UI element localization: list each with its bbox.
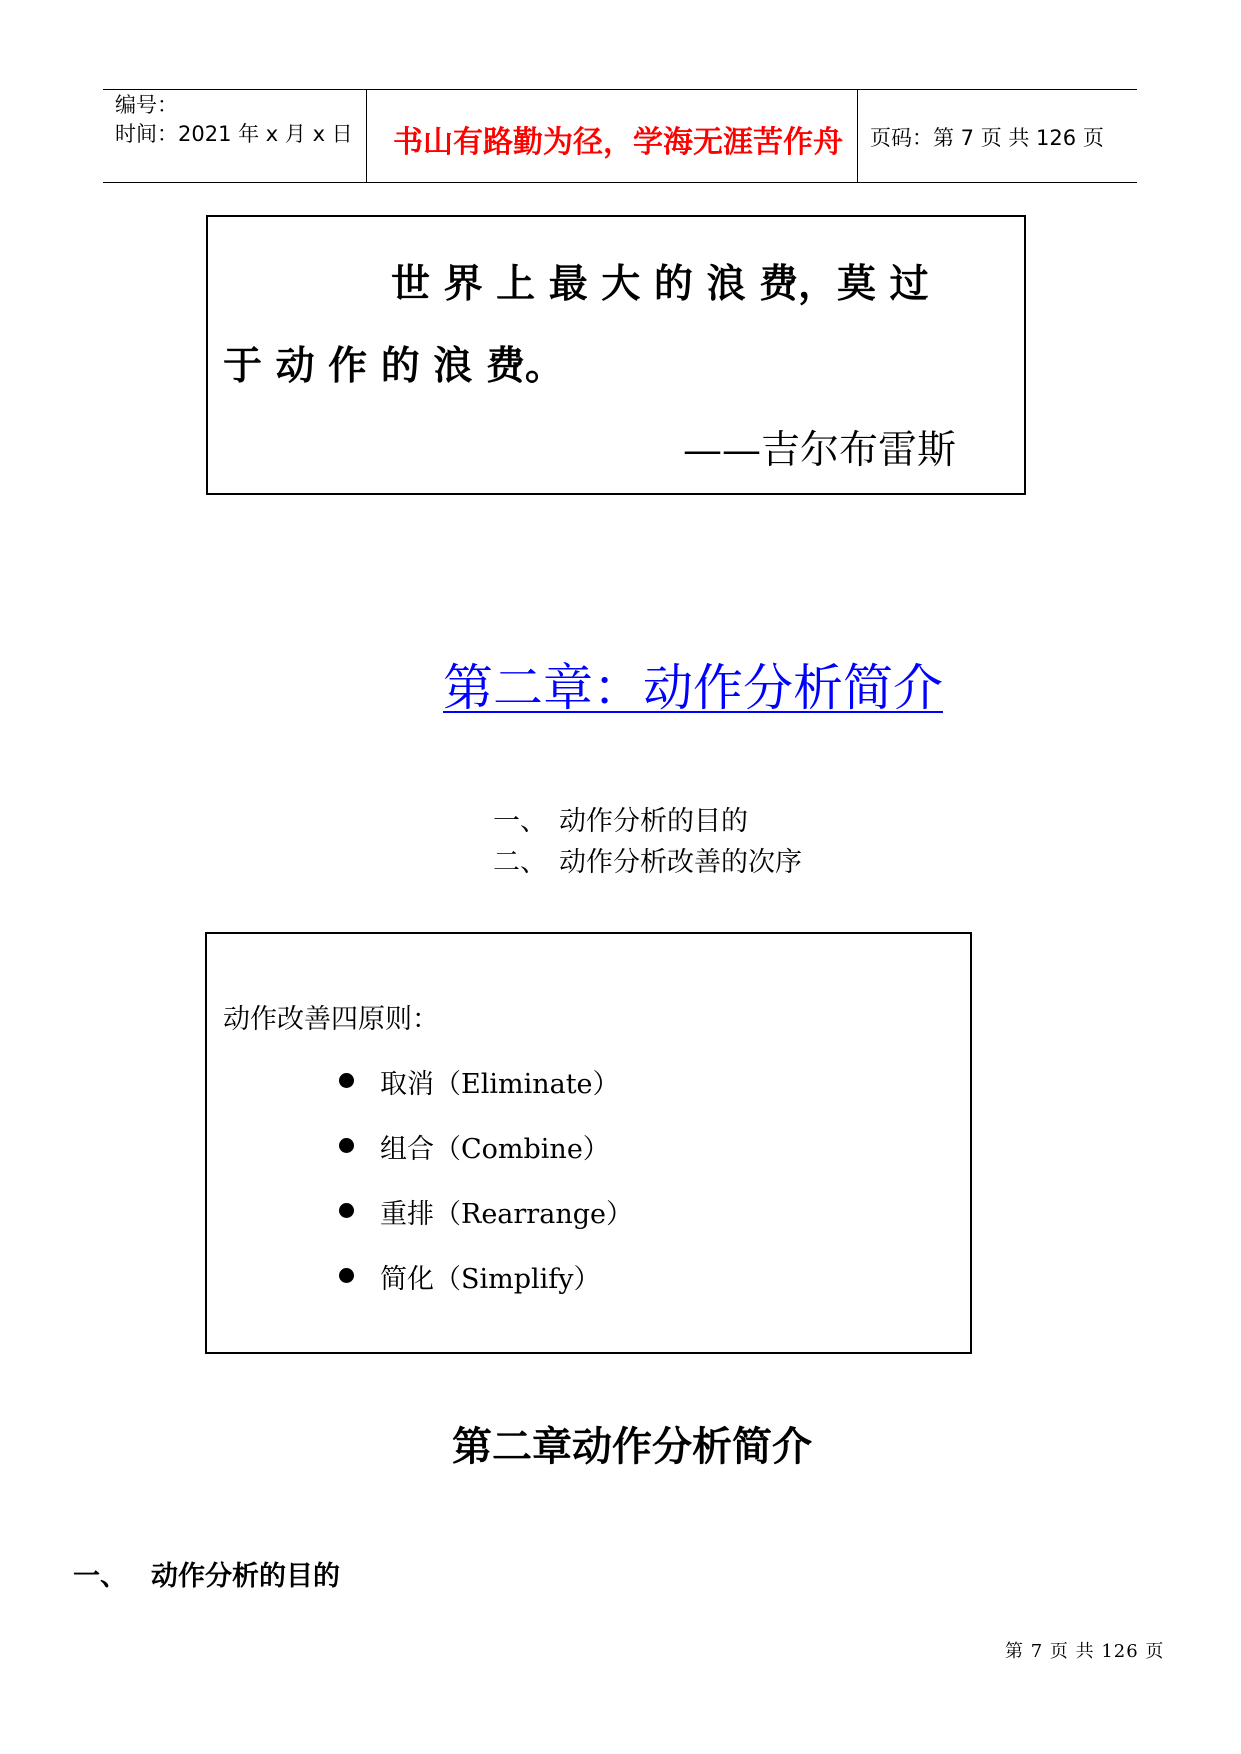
chapter-heading: 第二章动作分析简介 <box>452 1424 812 1470</box>
principle-item: 简化（Simplify） <box>380 1264 601 1295</box>
motto: 书山有路勤为径，学海无涯苦作舟 <box>393 125 843 160</box>
quote-line-1: 世 界 上 最 大 的 浪 费，莫 过 <box>391 261 929 307</box>
toc-item-2[interactable] <box>493 840 802 879</box>
bullet-icon <box>339 1203 354 1218</box>
section-number: 一、 <box>73 1561 127 1592</box>
bullet-icon <box>339 1138 354 1153</box>
section-title: 动作分析的目的 <box>151 1561 340 1592</box>
principle-item: 取消（Eliminate） <box>380 1069 620 1100</box>
toc-item-label: 动作分析改善的次序 <box>559 847 802 878</box>
time-label: 时间：2021 年 x 月 x 日 <box>115 122 353 146</box>
bullet-icon <box>339 1268 354 1283</box>
code-label: 编号： <box>115 93 178 117</box>
header-top-rule <box>103 89 1137 90</box>
toc-item-number: 二、 <box>493 847 547 878</box>
page-footer: 第 7 页 共 126 页 <box>1005 1641 1165 1662</box>
quote-line-2: 于 动 作 的 浪 费。 <box>223 343 564 389</box>
toc-item-1[interactable] <box>493 799 748 838</box>
header-bottom-rule <box>103 182 1137 183</box>
header-divider-left <box>366 89 367 182</box>
toc-item-label: 动作分析的目的 <box>559 806 748 837</box>
bullet-icon <box>339 1073 354 1088</box>
principle-item: 组合（Combine） <box>380 1134 610 1165</box>
principles-title: 动作改善四原则： <box>223 1004 439 1035</box>
quote-author: ——吉尔布雷斯 <box>683 428 957 473</box>
principle-item: 重排（Rearrange） <box>380 1199 633 1230</box>
section-heading <box>73 1554 340 1593</box>
header-divider-right <box>857 89 858 182</box>
page-info: 页码：第 7 页 共 126 页 <box>870 126 1104 150</box>
toc-item-number: 一、 <box>493 806 547 837</box>
chapter-title-link[interactable]: 第二章：动作分析简介 <box>443 659 943 717</box>
